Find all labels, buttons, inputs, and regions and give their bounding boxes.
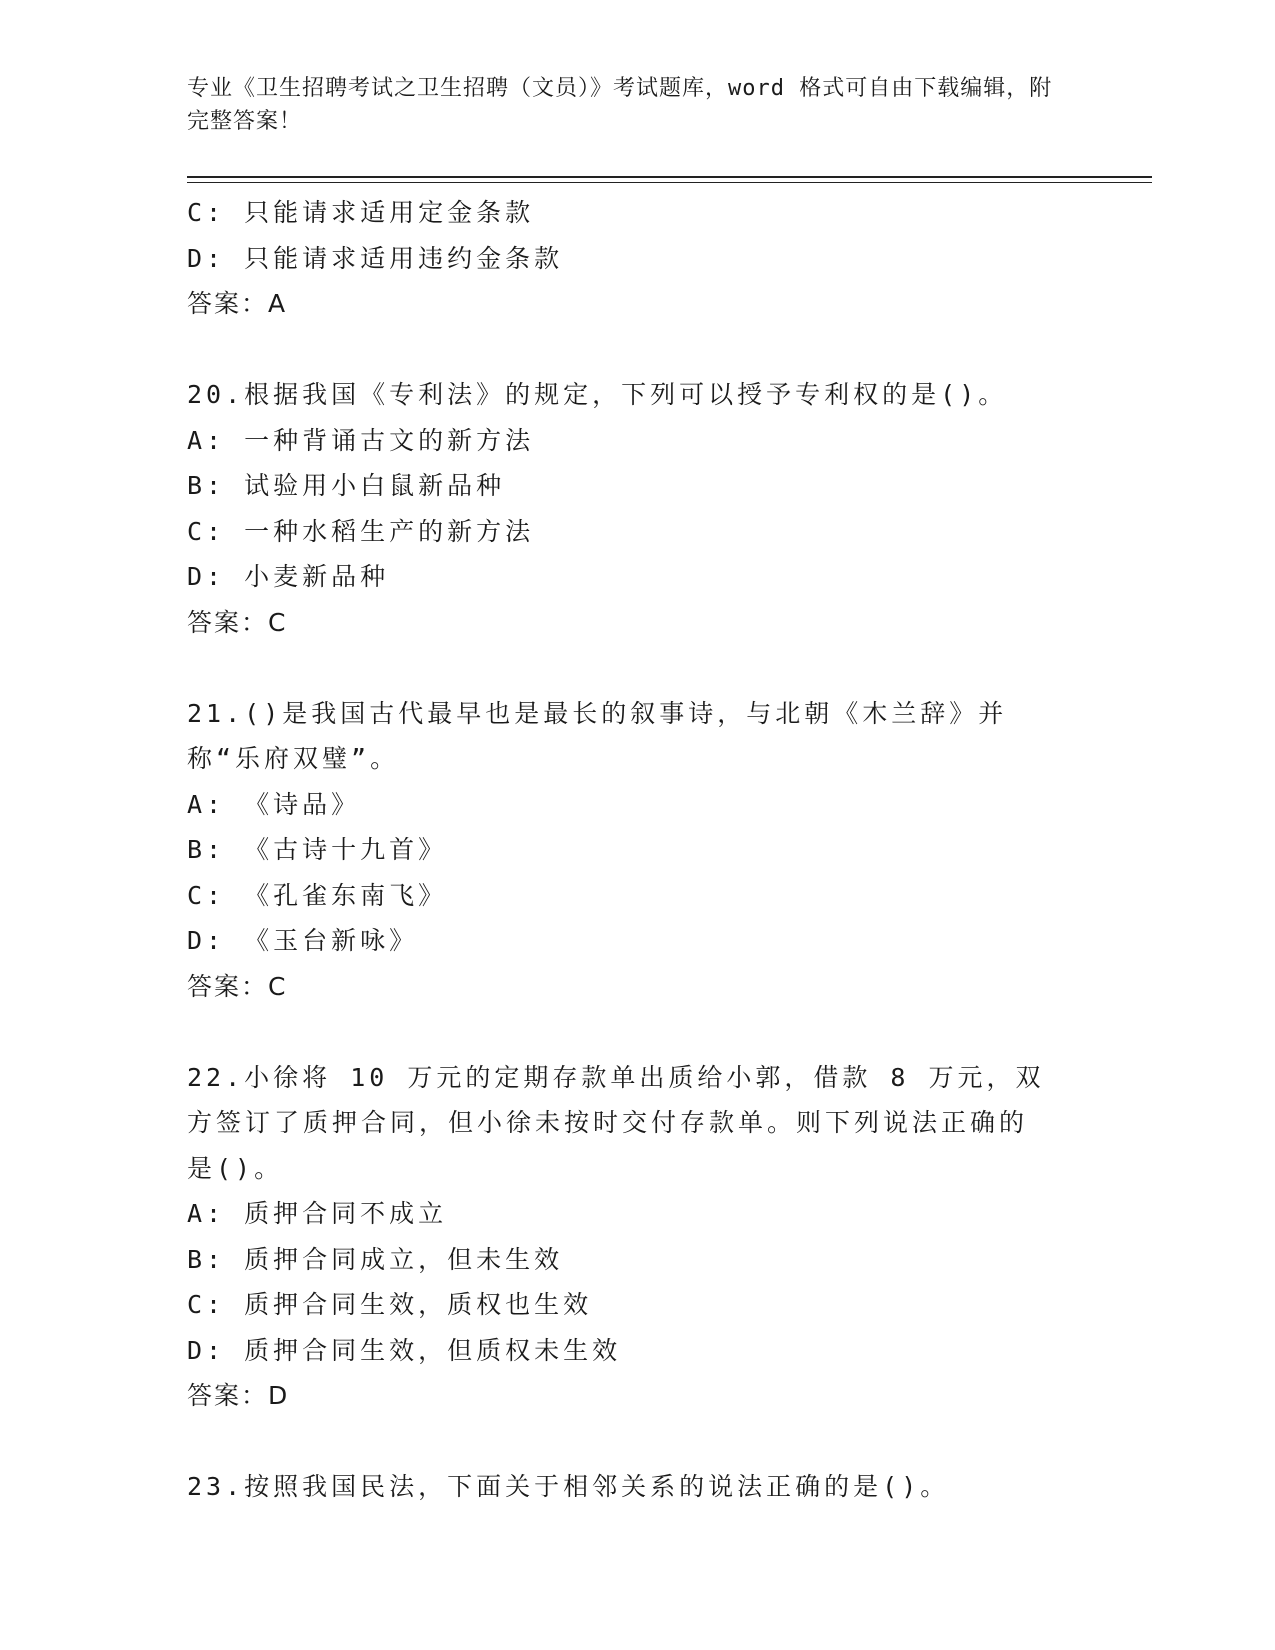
spacer: [187, 327, 1087, 373]
answer: 答案：D: [187, 1381, 290, 1410]
answer: 答案：C: [187, 607, 288, 637]
question-23: [187, 1464, 1087, 1510]
header-divider-thick: [187, 176, 1152, 178]
question-text: 21.()是我国古代最早也是最长的叙事诗，与北朝《木兰辞》并称“乐府双璧”。: [187, 698, 1008, 773]
option-c: C: 只能请求适用定金条款: [187, 198, 535, 227]
question-text: 20.根据我国《专利法》的规定，下列可以授予专利权的是()。: [187, 380, 1008, 409]
option-d: D: 小麦新品种: [187, 562, 390, 591]
question-text: 23.按照我国民法，下面关于相邻关系的说法正确的是()。: [187, 1472, 950, 1501]
option-d: D: 质押合同生效，但质权未生效: [187, 1335, 622, 1365]
answer: 答案：A: [187, 289, 288, 318]
option-b: B: 《古诗十九首》: [187, 835, 448, 864]
document-header: 专业《卫生招聘考试之卫生招聘（文员）》考试题库，word 格式可自由下载编辑，附完整答案！: [187, 76, 1053, 134]
question-list: [187, 190, 1087, 1510]
question-20: [187, 372, 1087, 645]
question-21: [187, 691, 1087, 1010]
question-22: [187, 1055, 1087, 1419]
answer: 答案：C: [187, 971, 288, 1001]
option-d: D: 《玉台新咏》: [187, 926, 419, 955]
option-c: C: 质押合同生效，质权也生效: [187, 1290, 593, 1319]
spacer: [187, 645, 1087, 691]
option-b: B: 质押合同成立，但未生效: [187, 1244, 564, 1274]
option-a: A: 《诗品》: [187, 789, 361, 819]
question-text: 22.小徐将 10 万元的定期存款单出质给小郭，借款 8 万元，双方签订了质押合同，但小徐未按时交付存款单。则下列说法正确的是()。: [187, 1062, 1045, 1183]
header-divider-thin: [187, 182, 1152, 183]
option-b: B: 试验用小白鼠新品种: [187, 471, 506, 500]
spacer: [187, 1419, 1087, 1465]
option-d: D: 只能请求适用违约金条款: [187, 243, 564, 273]
option-a: A: 质押合同不成立: [187, 1199, 448, 1228]
spacer: [187, 1009, 1087, 1055]
option-c: C: 一种水稻生产的新方法: [187, 516, 535, 546]
previous-question-tail: [187, 190, 1087, 327]
option-a: A: 一种背诵古文的新方法: [187, 425, 535, 455]
option-c: C: 《孔雀东南飞》: [187, 880, 448, 910]
